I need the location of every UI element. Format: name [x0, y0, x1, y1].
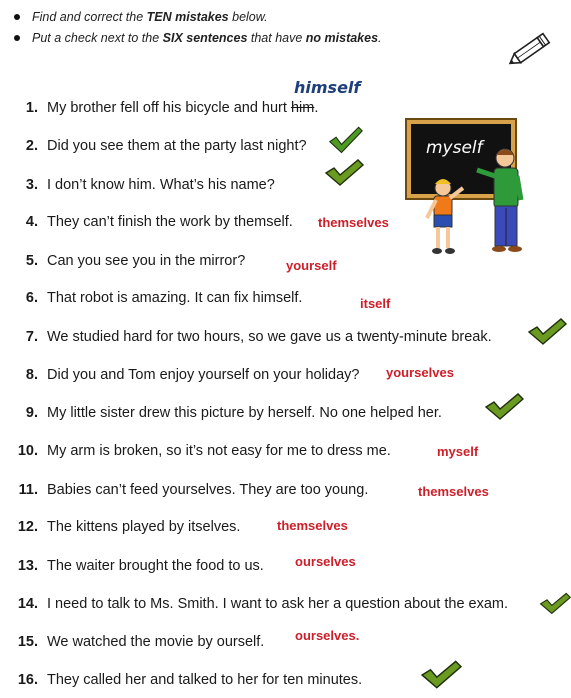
correction-text: ourselves — [295, 554, 356, 569]
checkmark-icon — [420, 658, 462, 690]
sentence-text: My brother fell off his bicycle and hurt him. — [47, 100, 319, 116]
sentence-number: 8. — [25, 367, 38, 383]
sentence-text: We studied hard for two hours, so we gave us a twenty-minute break. — [47, 329, 492, 345]
sentence-text: I need to talk to Ms. Smith. I want to ask her a question about the exam. — [47, 596, 509, 612]
checkmark-icon — [328, 122, 364, 156]
pencil-icon — [505, 30, 555, 70]
sentence-number: 1. — [25, 100, 38, 116]
sentence-number: 12. — [17, 519, 38, 535]
sentence-text: I don’t know him. What’s his name? — [47, 177, 275, 193]
correction-text: themselves — [418, 484, 489, 499]
checkmark-icon — [526, 316, 568, 346]
bullet-icon — [14, 14, 20, 20]
sentence-text: My little sister drew this picture by herself. No one helped her. — [47, 405, 442, 421]
sentence-text: We watched the movie by ourself. — [47, 634, 265, 650]
sentence-number: 7. — [25, 329, 38, 345]
sentence-text: They called her and talked to her for ten minutes. — [47, 672, 363, 688]
sentence-number: 15. — [17, 634, 38, 650]
instruction-2: Put a check next to the SIX sentences that have no mistakes. — [14, 31, 382, 45]
correction-text: yourself — [286, 258, 337, 273]
correction-text: ourselves. — [295, 628, 360, 643]
sentence-number: 10. — [17, 443, 38, 459]
sentence-text: That robot is amazing. It can fix himself. — [47, 290, 303, 306]
sentence-text: Did you and Tom enjoy yourself on your holiday? — [47, 367, 360, 383]
sentence-number: 11. — [18, 482, 38, 498]
sentence-text: Can you see you in the mirror? — [47, 253, 246, 269]
sentence-text: They can’t finish the work by themself. — [47, 214, 293, 230]
checkmark-icon — [322, 157, 366, 187]
sentence-text: My arm is broken, so it’s not easy for me to dress me. — [47, 443, 391, 459]
sentence-text: The kittens played by itselves. — [47, 519, 241, 535]
sentence-number: 9. — [25, 405, 38, 421]
bullet-icon — [14, 35, 20, 41]
sentence-number: 5. — [25, 253, 38, 269]
sentence-number: 3. — [25, 177, 38, 193]
correction-text: themselves — [277, 518, 348, 533]
correction-text: myself — [437, 444, 479, 459]
correction-text: itself — [360, 296, 391, 311]
sentence-number: 13. — [17, 558, 38, 574]
sentence-number: 16. — [17, 672, 38, 688]
sentence-number: 2. — [25, 138, 38, 154]
correction-text: yourselves — [386, 365, 454, 380]
struck-word: him — [290, 100, 315, 116]
correction-text: themselves — [318, 215, 389, 230]
sentence-text: Did you see them at the party last night? — [47, 138, 307, 154]
sentence-number: 14. — [17, 596, 38, 612]
handwritten-correction: himself — [294, 78, 361, 97]
sentence-text: The waiter brought the food to us. — [47, 558, 264, 574]
checkmark-icon — [484, 391, 524, 421]
sentence-number: 6. — [25, 290, 38, 306]
board-word: myself — [426, 138, 483, 158]
sentence-text: Babies can’t feed yourselves. They are too young. — [47, 482, 369, 498]
instruction-1: Find and correct the TEN mistakes below. — [14, 10, 268, 24]
checkmark-icon — [539, 588, 571, 618]
sentence-number: 4. — [25, 214, 38, 230]
